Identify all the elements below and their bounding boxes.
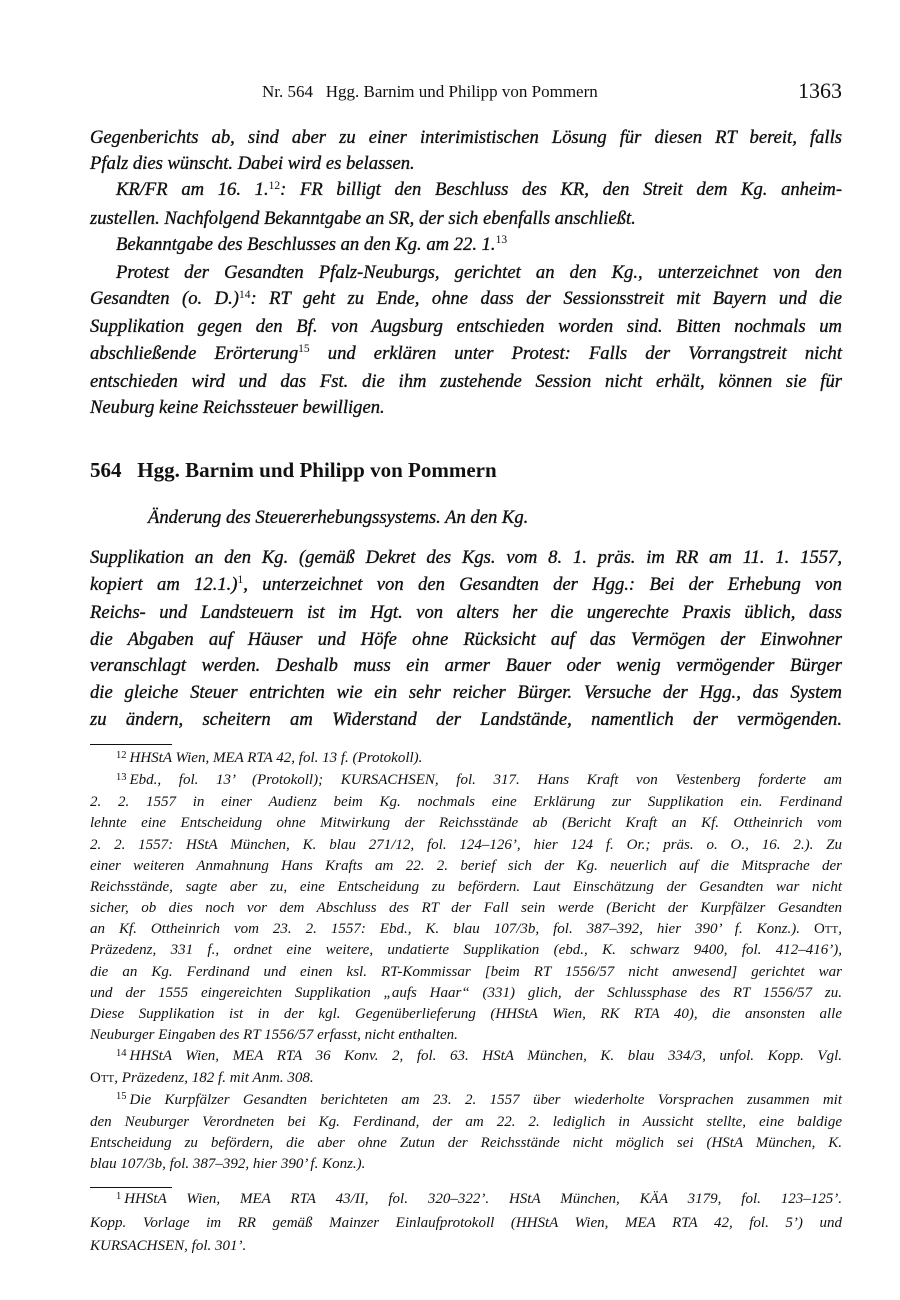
footnote-marker: 12 bbox=[116, 749, 127, 761]
text-run: : FR billigt den Beschluss des KR, den Streit dem Kg. anheim- bbox=[280, 179, 843, 201]
text-run: 2. 2. 1557 in einer Audienz beim Kg. nochmals eine Erklärung zur Supplikation ein. Ferdinand bbox=[90, 794, 842, 811]
text-run: : RT geht zu Ende, ohne dass der Sessionsstreit mit Bayern und die bbox=[250, 288, 842, 310]
text-line bbox=[90, 962, 842, 983]
text-run: Supplikation gegen den Bf. von Augsburg entschieden worden sind. Bitten nochmals um bbox=[90, 316, 842, 338]
text-line bbox=[90, 813, 842, 834]
text-line bbox=[90, 1004, 842, 1025]
text-run: lehnte eine Entscheidung ohne Mitwirkung der Reichsstände ab (Bericht Kraft an Kf. Ottheinrich vom bbox=[90, 815, 842, 832]
main-text-previous-entry bbox=[90, 125, 842, 421]
text-line bbox=[90, 395, 842, 421]
footnote-marker: 1 bbox=[116, 1190, 122, 1202]
text-line bbox=[90, 125, 842, 151]
text-run: zu ändern, scheitern am Widerstand der Landstände, namentlich der vermögenden. bbox=[90, 708, 842, 730]
footnotes-entry-564 bbox=[90, 1188, 842, 1258]
text-run: HHStA Wien, MEA RTA 43/II, fol. 320–322’. HStA München, KÄA 3179, fol. 123–125’. bbox=[124, 1191, 842, 1207]
text-run: Pfalz dies wünscht. Dabei wird es belassen. bbox=[90, 153, 415, 175]
text-line bbox=[90, 314, 842, 340]
paragraph bbox=[90, 1188, 842, 1258]
text-line bbox=[90, 369, 842, 395]
page-number: 1363 bbox=[798, 78, 842, 103]
section-heading: 564 Hgg. Barnim und Philipp von Pommern bbox=[90, 458, 497, 482]
text-run: , bbox=[838, 921, 842, 938]
text-line bbox=[90, 653, 842, 680]
text-line bbox=[90, 835, 842, 856]
text-run: und der 1555 eingereichten Supplikation „aufs Haar“ (331) glich, der Schlussphase des RT 1556/57 zu. bbox=[90, 984, 842, 1001]
footnote-marker: 15 bbox=[298, 343, 310, 356]
text-run: Protest der Gesandten Pfalz-Neuburgs, gerichtet an den Kg., unterzeichnet von den bbox=[116, 262, 842, 284]
text-line bbox=[90, 177, 842, 205]
text-line bbox=[90, 341, 842, 369]
paragraph bbox=[90, 125, 842, 177]
text-line bbox=[90, 151, 842, 177]
author-name: Ott bbox=[90, 1070, 115, 1087]
text-line bbox=[90, 680, 842, 707]
text-line bbox=[90, 260, 842, 286]
text-run: und erklären unter Protest: Falls der Vorrangstreit nicht bbox=[309, 342, 842, 364]
text-line bbox=[90, 1025, 842, 1046]
text-run: abschließende Erörterung bbox=[90, 342, 299, 364]
text-run: zustellen. Nachfolgend Bekanntgabe an SR, der sich ebenfalls anschließt. bbox=[90, 207, 636, 229]
text-line bbox=[90, 1112, 842, 1133]
paragraph bbox=[90, 260, 842, 421]
text-run: Gesandten (o. D.) bbox=[90, 288, 239, 310]
text-run: entschieden wird und das Fst. die ihm zustehende Session nicht erhält, können sie für bbox=[90, 370, 842, 392]
main-text-entry-564 bbox=[90, 545, 842, 733]
text-line bbox=[90, 1046, 842, 1068]
footnote-marker: 15 bbox=[116, 1091, 127, 1103]
footnotes-previous-entry bbox=[90, 748, 842, 1175]
text-run: einer weiteren Anmahnung Hans Krafts am 22. 2. berief sich der Kg. neuerlich auf die Mitsprache der bbox=[90, 857, 842, 874]
footnote-marker: 1 bbox=[237, 574, 244, 587]
paragraph bbox=[90, 177, 842, 231]
text-line bbox=[90, 232, 842, 260]
paragraph bbox=[90, 545, 842, 733]
text-line bbox=[90, 856, 842, 877]
text-line bbox=[90, 572, 842, 601]
text-run: Entscheidung zu befördern, die aber ohne Zutun der Reichsstände nicht möglich sei (HStA München, K. bbox=[90, 1134, 842, 1151]
text-run: die Abgaben auf Häuser und Höfe ohne Rücksicht auf das Vermögen der Einwohner bbox=[90, 628, 842, 650]
text-run: Reichs- und Landsteuern ist im Hgt. von alters her die ungerechte Praxis üblich, dass bbox=[90, 602, 842, 624]
text-run: die gleiche Steuer entrichten wie ein sehr reicher Bürger. Versuche der Hgg., das System bbox=[90, 681, 842, 703]
text-run: Supplikation an den Kg. (gemäß Dekret des Kgs. vom 8. 1. präs. im RR am 11. 1. 1557, bbox=[90, 547, 842, 568]
text-run: veranschlagt werden. Deshalb muss ein armer Bauer oder wenig vermögender Bürger bbox=[90, 655, 842, 677]
text-run: , Präzedenz, 182 f. mit Anm. 308. bbox=[114, 1070, 314, 1087]
text-line bbox=[90, 600, 842, 627]
text-run: Diese Supplikation ist in der kgl. Gegenüberlieferung (HHStA Wien, RK RTA 40), die ansonsten alle bbox=[90, 1005, 842, 1022]
paragraph bbox=[90, 1046, 842, 1089]
text-run: sicher, ob dies noch vor dem Abschluss des RT der Fall sein werde (Bericht der Kurpfälzer Gesandten bbox=[90, 900, 842, 917]
text-run: Neuburger Eingaben des RT 1556/57 erfasst, nicht enthalten. bbox=[90, 1027, 458, 1044]
running-header bbox=[90, 78, 842, 108]
text-line bbox=[90, 1133, 842, 1154]
text-run: Die Kurpfälzer Gesandten berichteten am 23. 2. 1557 über wiederholte Vorsprachen zusammen mit bbox=[129, 1091, 842, 1108]
text-run: KURSACHSEN, fol. 301’. bbox=[90, 1238, 247, 1254]
text-line bbox=[90, 545, 842, 572]
text-run: Präzedenz, 331 f., ordnet eine weitere, undatierte Supplikation (ebd., K. schwarz 9400, fol. 412–416’), bbox=[90, 942, 842, 959]
footnote-marker: 14 bbox=[116, 1048, 127, 1059]
running-title: Nr. 564 Hgg. Barnim und Philipp von Pommern bbox=[262, 82, 598, 101]
footnote-marker: 14 bbox=[238, 288, 251, 301]
text-run: Ebd., fol. 13’ (Protokoll); KURSACHSEN, fol. 317. Hans Kraft von Vestenberg forderte am bbox=[129, 772, 842, 789]
text-run: Bekanntgabe des Beschlusses an den Kg. am 22. 1. bbox=[116, 233, 496, 255]
text-line bbox=[90, 206, 842, 232]
text-line bbox=[90, 1154, 842, 1175]
text-line bbox=[90, 1090, 842, 1112]
text-run: Kopp. Vorlage im RR gemäß Mainzer Einlaufprotokoll (HHStA Wien, MEA RTA 42, fol. 5’) und bbox=[90, 1215, 842, 1231]
author-name: Ott bbox=[813, 921, 839, 938]
text-run: die an Kg. Ferdinand und einen ksl. RT-Kommissar [beim RT 1556/57 nicht anwesend] gerichtet war bbox=[90, 963, 842, 980]
paragraph bbox=[90, 748, 842, 770]
text-run: , unterzeichnet von den Gesandten der Hgg.: Bei der Erhebung von bbox=[243, 573, 842, 595]
footnote-marker: 13 bbox=[116, 771, 127, 783]
text-run: den Neuburger Verordneten bei Kg. Ferdinand, der am 22. 2. lediglich in Aussicht stellte, eine baldige bbox=[90, 1113, 842, 1130]
text-line bbox=[90, 877, 842, 898]
text-run: Neuburg keine Reichssteuer bewilligen. bbox=[90, 397, 385, 419]
text-line bbox=[90, 286, 842, 314]
paragraph bbox=[90, 1090, 842, 1176]
text-line bbox=[90, 707, 842, 734]
text-run: Reichsstände, sagte aber zu, eine Entscheidung zu befördern. Laut Einschätzung der Gesandten war nicht bbox=[90, 878, 842, 895]
footnote-divider bbox=[90, 744, 172, 745]
footnote-marker: 12 bbox=[268, 180, 281, 193]
text-line bbox=[90, 898, 842, 919]
text-run: KR/FR am 16. 1. bbox=[116, 179, 269, 201]
text-line bbox=[90, 1188, 842, 1212]
text-run: an Kf. Ottheinrich vom 23. 2. 1557: Ebd., K. blau 107/3b, fol. 387–392, hier 390’ f. Konz.). bbox=[90, 921, 814, 938]
text-run: Gegenberichts ab, sind aber zu einer interimistischen Lösung für diesen RT bereit, falls bbox=[90, 127, 842, 148]
text-line bbox=[90, 748, 842, 770]
text-line bbox=[90, 1068, 842, 1089]
footnote-marker: 13 bbox=[495, 234, 508, 247]
text-run: 2. 2. 1557: HStA München, K. blau 271/12, fol. 124–126’, hier 124 f. Or.; präs. o. O., 16. 2.). Zu bbox=[90, 836, 842, 853]
text-line bbox=[90, 919, 842, 940]
text-line bbox=[90, 770, 842, 792]
text-line bbox=[90, 983, 842, 1004]
text-line bbox=[90, 792, 842, 813]
paragraph bbox=[90, 232, 842, 260]
text-run: kopiert am 12.1.) bbox=[90, 573, 238, 595]
paragraph bbox=[90, 770, 842, 1046]
text-run: blau 107/3b, fol. 387–392, hier 390’ f. Konz.). bbox=[90, 1155, 366, 1172]
text-run: HHStA Wien, MEA RTA 42, fol. 13 f. (Protokoll). bbox=[129, 750, 423, 766]
text-line bbox=[90, 627, 842, 654]
text-line bbox=[90, 1212, 842, 1235]
section-subtitle: Änderung des Steuererhebungssystems. An den Kg. bbox=[148, 507, 529, 528]
text-run: HHStA Wien, MEA RTA 36 Konv. 2, fol. 63. HStA München, K. blau 334/3, unfol. Kopp. Vgl. bbox=[129, 1048, 842, 1065]
text-line bbox=[90, 1235, 842, 1258]
text-line bbox=[90, 940, 842, 961]
